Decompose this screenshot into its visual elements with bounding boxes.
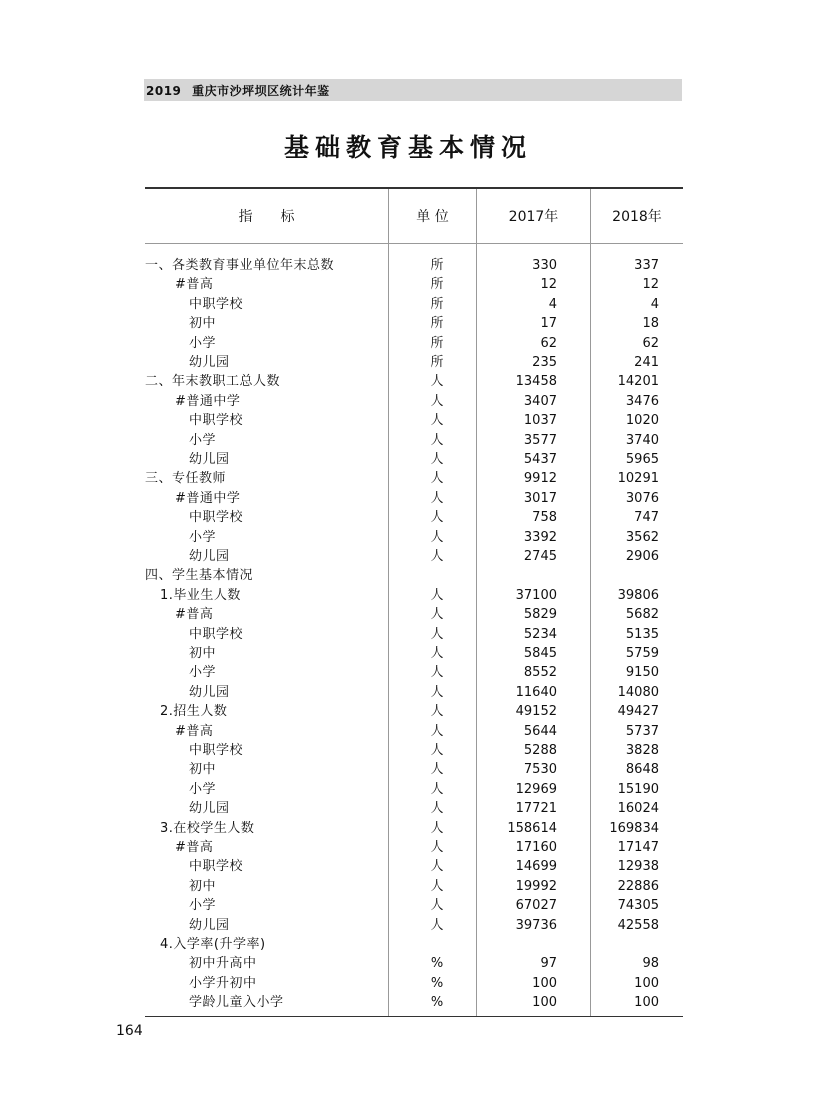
row-value-2018: 100 — [634, 995, 659, 1011]
row-value-2017: 3407 — [523, 393, 557, 409]
row-value-2017: 12 — [540, 277, 557, 293]
row-indicator: #普高 — [175, 723, 214, 739]
row-indicator: 初中 — [189, 646, 217, 661]
table-row — [145, 411, 683, 430]
table-row — [145, 489, 683, 508]
header-year: 2019 — [146, 84, 182, 98]
row-value-2017: 37100 — [515, 587, 557, 603]
table-row — [145, 605, 683, 624]
header-2017: 2017年 — [508, 209, 559, 225]
table-row — [145, 644, 683, 663]
row-value-2018: 1020 — [625, 413, 659, 429]
row-unit: 人 — [430, 393, 444, 409]
row-value-2017: 14699 — [515, 859, 557, 875]
table-row — [145, 528, 683, 547]
row-value-2017: 5829 — [523, 607, 557, 623]
row-unit: % — [430, 975, 444, 991]
row-value-2017: 97 — [540, 956, 557, 972]
row-unit: % — [430, 995, 444, 1011]
row-unit: 所 — [430, 355, 444, 370]
row-value-2017: 17721 — [515, 801, 557, 817]
table-row — [145, 334, 683, 353]
table-row — [145, 819, 683, 838]
table-row — [145, 275, 683, 294]
row-indicator: #普高 — [175, 840, 214, 855]
row-unit: 所 — [430, 277, 444, 293]
row-unit: 人 — [430, 587, 444, 603]
table-row — [145, 256, 683, 275]
row-value-2017: 67027 — [515, 898, 557, 914]
table-row — [145, 741, 683, 760]
row-indicator: #普高 — [175, 277, 214, 293]
row-indicator: 幼儿园 — [189, 452, 230, 467]
row-indicator: 二、年末教职工总人数 — [145, 374, 281, 390]
row-unit: 所 — [430, 316, 444, 332]
row-value-2018: 49427 — [617, 704, 659, 720]
row-indicator: 小学 — [189, 529, 217, 545]
row-unit: 人 — [430, 917, 444, 933]
row-unit: 人 — [430, 743, 444, 758]
table-row — [145, 954, 683, 973]
row-indicator: 初中 — [189, 762, 217, 778]
row-indicator: 小学 — [189, 781, 217, 797]
row-indicator: 幼儿园 — [189, 549, 230, 564]
row-indicator: 初中升高中 — [189, 956, 257, 972]
row-unit: 人 — [430, 413, 444, 429]
row-value-2017: 100 — [532, 995, 557, 1011]
row-indicator: 小学升初中 — [189, 975, 257, 991]
row-value-2017: 4 — [548, 296, 557, 312]
table-row — [145, 295, 683, 314]
row-indicator: 中职学校 — [189, 296, 244, 312]
row-unit: 人 — [430, 859, 444, 875]
page-number: 164 — [116, 1023, 143, 1039]
row-value-2017: 758 — [532, 510, 557, 526]
row-indicator: #普通中学 — [175, 490, 241, 506]
table-row — [145, 935, 683, 954]
row-indicator: 一、各类教育事业单位年末总数 — [145, 258, 335, 273]
header-book-title: 重庆市沙坪坝区统计年鉴 — [192, 84, 330, 98]
row-unit: 所 — [430, 296, 444, 312]
row-value-2018: 4 — [650, 296, 659, 312]
table-row — [145, 508, 683, 527]
table-row — [145, 993, 683, 1012]
running-header — [146, 82, 330, 99]
row-value-2018: 42558 — [617, 917, 659, 933]
table-row — [145, 450, 683, 469]
row-unit: 人 — [430, 646, 444, 661]
row-indicator: 中职学校 — [189, 510, 244, 526]
row-value-2018: 74305 — [617, 898, 659, 914]
row-indicator: 中职学校 — [189, 626, 244, 642]
row-unit: 人 — [430, 878, 444, 894]
table-top-rule — [145, 187, 683, 189]
row-value-2017: 3017 — [523, 490, 557, 506]
row-value-2017: 12969 — [515, 781, 557, 797]
row-value-2017: 8552 — [523, 665, 557, 681]
row-unit: 人 — [430, 471, 444, 487]
row-value-2018: 5737 — [625, 723, 659, 739]
table-row — [145, 838, 683, 857]
row-unit: 人 — [430, 820, 444, 836]
row-value-2017: 1037 — [523, 413, 557, 429]
row-value-2018: 9150 — [625, 665, 659, 681]
row-value-2018: 14201 — [617, 374, 659, 390]
row-unit: 所 — [430, 258, 444, 273]
row-value-2018: 3476 — [625, 393, 659, 409]
table-row — [145, 586, 683, 605]
row-value-2017: 2745 — [523, 549, 557, 564]
row-value-2018: 10291 — [617, 471, 659, 487]
row-unit: 人 — [430, 452, 444, 467]
row-value-2017: 330 — [532, 258, 557, 273]
row-value-2018: 15190 — [617, 781, 659, 797]
row-value-2018: 18 — [642, 316, 659, 332]
table-row — [145, 372, 683, 391]
row-value-2017: 235 — [532, 355, 557, 370]
table-row — [145, 896, 683, 915]
row-value-2018: 5965 — [625, 452, 659, 467]
table-row — [145, 314, 683, 333]
table-row — [145, 877, 683, 896]
table-row — [145, 625, 683, 644]
row-value-2018: 3740 — [625, 432, 659, 448]
row-value-2018: 100 — [634, 975, 659, 991]
row-unit: 人 — [430, 684, 444, 700]
table-row — [145, 663, 683, 682]
row-indicator: 幼儿园 — [189, 917, 230, 933]
row-indicator: #普通中学 — [175, 393, 241, 409]
row-value-2017: 49152 — [515, 704, 557, 720]
row-value-2017: 3392 — [523, 529, 557, 545]
row-unit: 人 — [430, 898, 444, 914]
row-value-2018: 17147 — [617, 840, 659, 855]
row-unit: 人 — [430, 432, 444, 448]
row-unit: 人 — [430, 840, 444, 855]
row-indicator: 小学 — [189, 898, 217, 914]
table-row — [145, 566, 683, 585]
row-value-2018: 14080 — [617, 684, 659, 700]
table-row — [145, 547, 683, 566]
row-value-2018: 98 — [642, 956, 659, 972]
row-value-2018: 12 — [642, 277, 659, 293]
row-unit: 人 — [430, 781, 444, 797]
row-value-2017: 17160 — [515, 840, 557, 855]
row-indicator: 小学 — [189, 665, 217, 681]
row-value-2017: 5845 — [523, 646, 557, 661]
row-indicator: 幼儿园 — [189, 355, 230, 370]
row-indicator: 中职学校 — [189, 413, 244, 429]
row-value-2018: 747 — [634, 510, 659, 526]
header-unit: 单 位 — [416, 209, 449, 225]
header-indicator: 指 标 — [238, 209, 295, 225]
row-indicator: 中职学校 — [189, 859, 244, 875]
page-title: 基础教育基本情况 — [283, 133, 532, 162]
row-value-2017: 5644 — [523, 723, 557, 739]
table-row — [145, 799, 683, 818]
row-value-2017: 13458 — [515, 374, 557, 390]
row-value-2018: 39806 — [617, 587, 659, 603]
table-row — [145, 974, 683, 993]
row-indicator: 初中 — [189, 878, 217, 894]
row-value-2018: 62 — [642, 335, 659, 351]
row-value-2017: 100 — [532, 975, 557, 991]
table-row — [145, 392, 683, 411]
row-value-2017: 11640 — [515, 684, 557, 700]
row-value-2018: 5759 — [625, 646, 659, 661]
row-value-2017: 7530 — [523, 762, 557, 778]
table-header-rule — [145, 243, 683, 244]
row-value-2017: 9912 — [523, 471, 557, 487]
row-unit: 人 — [430, 607, 444, 623]
row-unit: 人 — [430, 490, 444, 506]
row-value-2018: 8648 — [625, 762, 659, 778]
table-bottom-rule — [145, 1016, 683, 1017]
row-indicator: 1.毕业生人数 — [160, 587, 241, 603]
row-unit: 所 — [430, 335, 444, 351]
row-value-2018: 5135 — [625, 626, 659, 642]
table-row — [145, 702, 683, 721]
row-unit: 人 — [430, 626, 444, 642]
row-unit: % — [430, 956, 444, 972]
row-value-2018: 2906 — [625, 549, 659, 564]
row-value-2017: 3577 — [523, 432, 557, 448]
table-row — [145, 469, 683, 488]
row-value-2018: 169834 — [609, 820, 659, 836]
row-unit: 人 — [430, 762, 444, 778]
row-indicator: 2.招生人数 — [160, 704, 228, 720]
row-value-2017: 19992 — [515, 878, 557, 894]
row-indicator: 4.入学率(升学率) — [160, 937, 266, 952]
row-unit: 人 — [430, 704, 444, 720]
row-indicator: 初中 — [189, 316, 217, 332]
row-value-2018: 3828 — [625, 743, 659, 758]
table-row — [145, 353, 683, 372]
row-indicator: #普高 — [175, 607, 214, 623]
row-unit: 人 — [430, 529, 444, 545]
row-indicator: 三、专任教师 — [145, 471, 227, 487]
row-value-2017: 39736 — [515, 917, 557, 933]
table-row — [145, 760, 683, 779]
row-value-2018: 22886 — [617, 878, 659, 894]
table-row — [145, 683, 683, 702]
row-value-2017: 5234 — [523, 626, 557, 642]
row-unit: 人 — [430, 374, 444, 390]
row-indicator: 幼儿园 — [189, 684, 230, 700]
row-value-2018: 12938 — [617, 859, 659, 875]
table-row — [145, 722, 683, 741]
row-unit: 人 — [430, 549, 444, 564]
row-value-2018: 3562 — [625, 529, 659, 545]
row-unit: 人 — [430, 801, 444, 817]
row-unit: 人 — [430, 510, 444, 526]
row-value-2017: 62 — [540, 335, 557, 351]
row-value-2018: 337 — [634, 258, 659, 273]
row-indicator: 学龄儿童入小学 — [189, 995, 284, 1011]
row-value-2018: 16024 — [617, 801, 659, 817]
row-value-2017: 158614 — [507, 820, 557, 836]
row-indicator: 3.在校学生人数 — [160, 820, 255, 836]
row-value-2018: 5682 — [625, 607, 659, 623]
row-indicator: 中职学校 — [189, 743, 244, 758]
row-unit: 人 — [430, 665, 444, 681]
table-row — [145, 780, 683, 799]
row-indicator: 小学 — [189, 335, 217, 351]
row-indicator: 小学 — [189, 432, 217, 448]
row-indicator: 四、学生基本情况 — [145, 568, 254, 584]
row-unit: 人 — [430, 723, 444, 739]
row-value-2018: 3076 — [625, 490, 659, 506]
row-value-2017: 5288 — [523, 743, 557, 758]
row-indicator: 幼儿园 — [189, 801, 230, 817]
row-value-2017: 5437 — [523, 452, 557, 467]
table-row — [145, 916, 683, 935]
table-row — [145, 431, 683, 450]
row-value-2017: 17 — [540, 316, 557, 332]
header-2018: 2018年 — [612, 209, 662, 225]
table-row — [145, 857, 683, 876]
row-value-2018: 241 — [634, 355, 659, 370]
